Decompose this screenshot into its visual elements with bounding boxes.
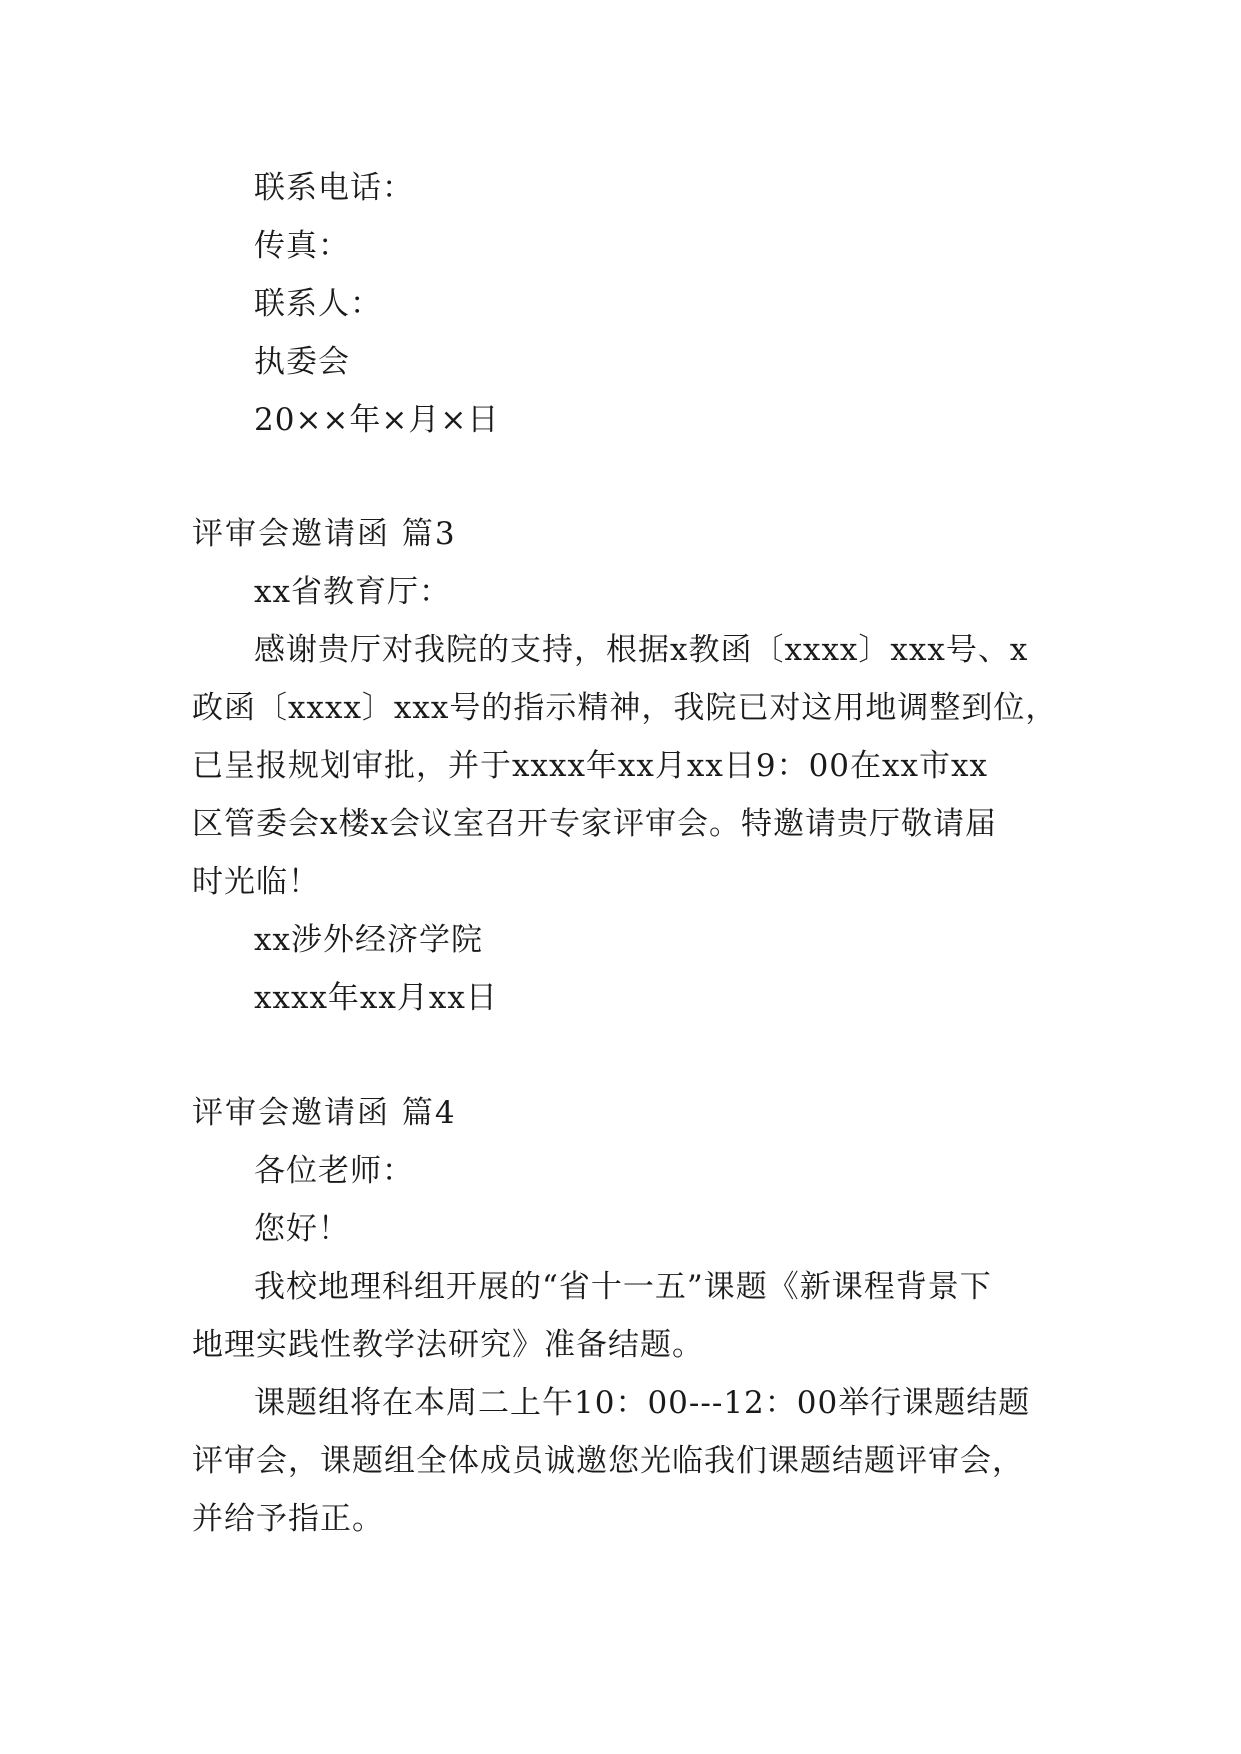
section-3-heading: 评审会邀请函 篇3 bbox=[192, 516, 457, 552]
contact-phone-line: 联系电话： bbox=[254, 170, 414, 206]
section-3-body-line: 时光临！ bbox=[192, 864, 320, 900]
section-4-addressee: 各位老师： bbox=[254, 1153, 414, 1189]
section-3-body-line: 区管委会x楼x会议室召开专家评审会。特邀请贵厅敬请届 bbox=[192, 806, 997, 842]
date-line: 20××年×月×日 bbox=[254, 402, 500, 438]
section-3-date: xxxx年xx月xx日 bbox=[254, 980, 498, 1016]
section-4-para2-line: 评审会，课题组全体成员诚邀您光临我们课题结题评审会， bbox=[192, 1443, 1024, 1479]
section-4-greeting: 您好！ bbox=[254, 1211, 350, 1247]
section-4-para1-line: 地理实践性教学法研究》准备结题。 bbox=[192, 1327, 704, 1363]
section-4-para2-line: 并给予指正。 bbox=[192, 1501, 384, 1537]
section-3-body-line: 政函〔xxxx〕xxx号的指示精神，我院已对这用地调整到位， bbox=[192, 690, 1058, 726]
organizer-line: 执委会 bbox=[254, 344, 350, 380]
section-3-body-line: 感谢贵厅对我院的支持，根据x教函〔xxxx〕xxx号、x bbox=[254, 632, 1029, 668]
contact-person-line: 联系人： bbox=[254, 286, 382, 322]
section-4-para1-line: 我校地理科组开展的“省十一五”课题《新课程背景下 bbox=[254, 1269, 992, 1305]
section-4-para2-line: 课题组将在本周二上午10：00---12：00举行课题结题 bbox=[254, 1385, 1031, 1421]
section-3-signer: xx涉外经济学院 bbox=[254, 922, 483, 958]
section-4-heading: 评审会邀请函 篇4 bbox=[192, 1095, 457, 1131]
fax-line: 传真： bbox=[254, 228, 350, 264]
section-3-body-line: 已呈报规划审批，并于xxxx年xx月xx日9：00在xx市xx bbox=[192, 748, 988, 784]
section-3-addressee: xx省教育厅： bbox=[254, 574, 451, 610]
